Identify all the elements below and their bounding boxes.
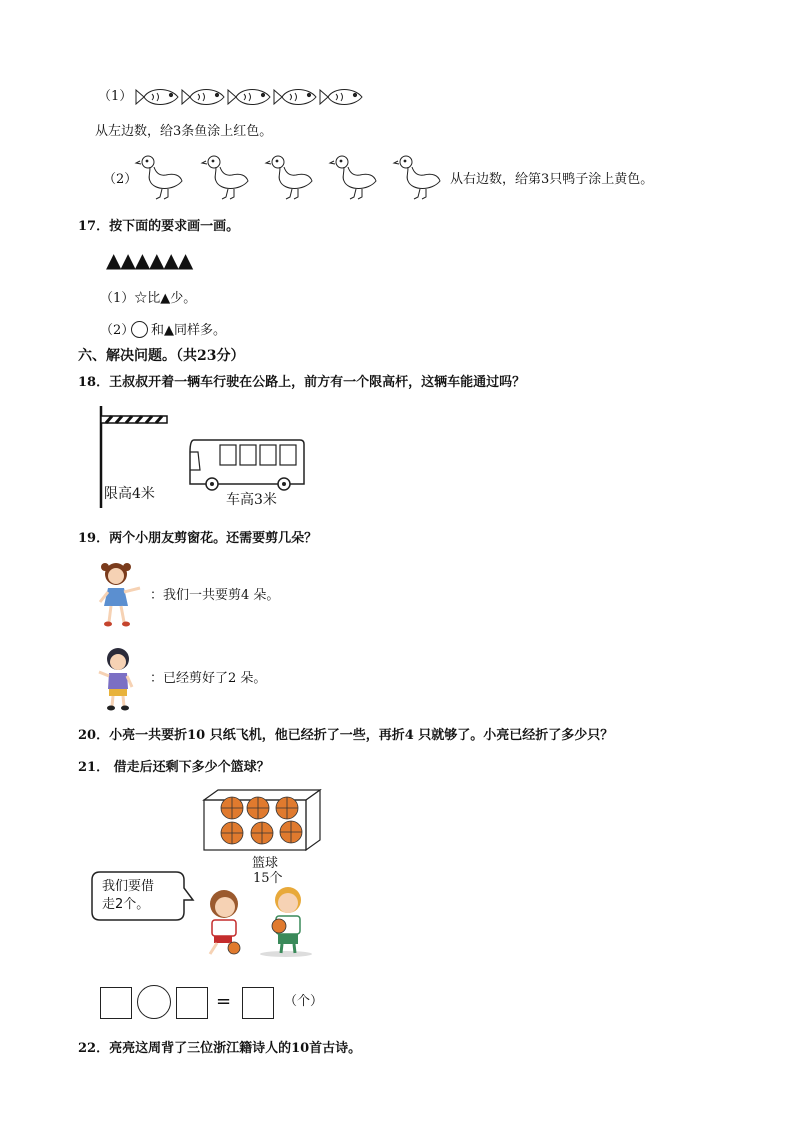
girl-icon [96, 560, 146, 628]
box-label: 篮球 [252, 856, 279, 871]
girl-avatar [96, 560, 146, 628]
boy-icon [96, 645, 146, 711]
box-icon [200, 786, 324, 852]
duck-icon-3 [266, 156, 312, 199]
height-limit-label: 限高4米 [104, 486, 155, 502]
q20-title: 20．小亮一共要折10 只纸飞机，他已经折了一些，再折4 只就够了。小亮已经折了多少只？ [78, 728, 614, 743]
children-icon [196, 882, 324, 958]
duck-icon-5 [394, 156, 440, 199]
box-count: 15个 [253, 871, 283, 886]
child-left [210, 890, 240, 954]
q18-title: 18．王叔叔开着一辆车行驶在公路上，前方有一个限高杆，这辆车能通过吗？ [78, 375, 526, 390]
answer-box-1[interactable] [100, 987, 132, 1019]
basketball-icon [221, 797, 302, 844]
q17-part2-text: 和▲同样多。 [151, 323, 226, 338]
speech-bubble [90, 870, 190, 922]
fish-icon-2 [182, 90, 224, 105]
q16-part1-number: （1） [98, 89, 133, 104]
duck-icon-group [136, 153, 448, 203]
q21-title: 21． 借走后还剩下多少个篮球？ [78, 760, 270, 775]
fish-icon-4 [274, 90, 316, 105]
q16-part2-text: 从右边数，给第3只鸭子涂上黄色。 [450, 172, 654, 187]
section-six-title: 六、解决问题。（共23分） [78, 348, 245, 364]
equals-sign: = [216, 991, 232, 1012]
bus-height-label: 车高3米 [226, 492, 277, 508]
bubble-line-2: 走2个。 [102, 897, 150, 912]
q17-part2-number: （2） [100, 323, 135, 338]
bubble-line-1: 我们要借 [102, 879, 155, 894]
duck-row [136, 153, 448, 203]
answer-box-2[interactable] [176, 987, 208, 1019]
fish-icon-5 [320, 90, 362, 105]
basketball-box [200, 786, 324, 852]
circle-icon [131, 321, 148, 338]
duck-icon-4 [330, 156, 376, 199]
fish-icon-3 [228, 90, 270, 105]
unit-label: （个） [284, 994, 324, 1009]
child-right [260, 887, 312, 957]
fish-icon-1 [136, 90, 178, 105]
answer-box-3[interactable] [242, 987, 274, 1019]
q19-title: 19．两个小朋友剪窗花。还需要剪几朵？ [78, 531, 318, 546]
boy-speech: ：已经剪好了2 朵。 [150, 671, 267, 686]
fish-row [134, 84, 366, 110]
children-illustration [196, 882, 324, 958]
q16-part1-text: 从左边数，给3条鱼涂上红色。 [95, 124, 273, 139]
duck-icon-2 [202, 156, 248, 199]
q17-part1: （1）☆比▲少。 [100, 291, 197, 306]
q22-title: 22．亮亮这周背了三位浙江籍诗人的10首古诗。 [78, 1041, 362, 1056]
boy-avatar [96, 645, 146, 711]
q17-title: 17．按下面的要求画一画。 [78, 219, 240, 234]
girl-speech: ：我们一共要剪4 朵。 [150, 588, 280, 603]
operator-circle[interactable] [137, 985, 171, 1019]
bus-icon [188, 436, 306, 492]
q16-part2-number: （2） [103, 172, 138, 187]
duck-icon-1 [136, 156, 182, 199]
fish-icon-group [134, 84, 366, 110]
triangle-row: ▲▲▲▲▲▲ [106, 248, 193, 272]
